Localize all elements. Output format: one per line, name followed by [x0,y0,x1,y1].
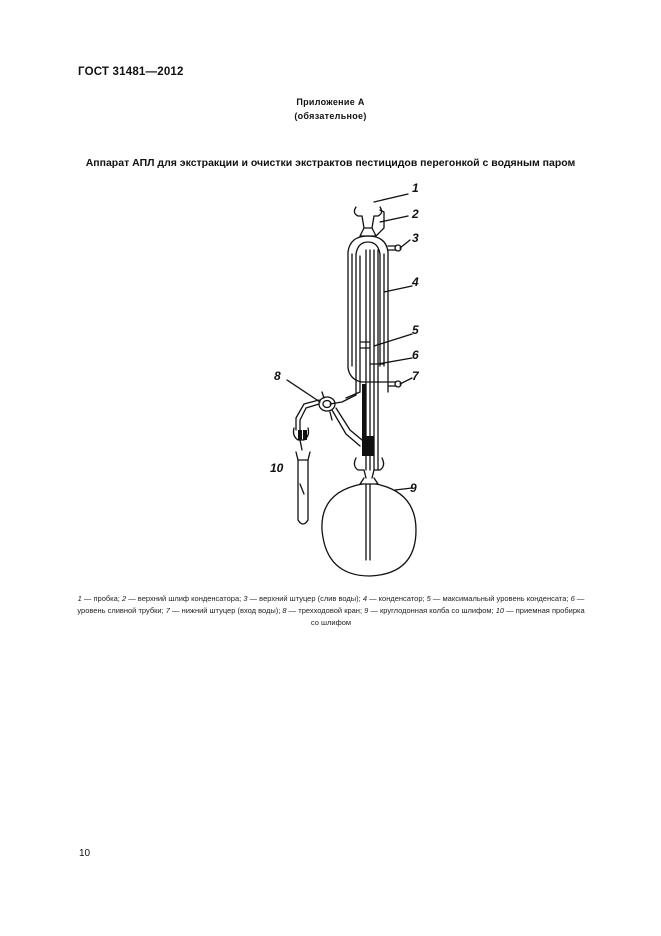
label-8: 8 [274,369,281,383]
caption-item: 6 — уровень сливной трубки; [77,594,585,615]
caption-item: 8 — трехходовой кран; [282,606,365,615]
figure-title: Аппарат АПЛ для экстракции и очистки экстрактов пестицидов перегонкой с водяным паром [85,157,576,169]
upper-joint [360,228,376,236]
condenser-jacket [348,252,388,368]
page-number: 10 [79,848,91,859]
caption-item: 9 — круглодонная колба со шлифом; [364,606,496,615]
label-4: 4 [412,275,419,289]
caption-item: 10 — приемная пробирка со шлифом [310,606,585,627]
caption-item: 7 — нижний штуцер (вход воды); [165,606,283,615]
appendix-subtitle: (обязательное) [294,111,367,121]
apparatus-diagram [260,178,440,583]
caption-item: 5 — максимальный уровень конденсата; [426,594,571,603]
caption-item: 1 — пробка; [77,594,122,603]
label-9: 9 [410,481,417,495]
stopper [354,207,381,228]
document-code: ГОСТ 31481—2012 [78,66,184,78]
caption-item: 2 — верхний шлиф конденсатора; [121,594,244,603]
label-3: 3 [412,231,419,245]
label-10: 10 [270,461,284,475]
figure-caption [76,593,586,629]
label-5: 5 [412,323,419,337]
appendix-title: Приложение А [296,97,365,107]
caption-item: 3 — верхний штуцер (слив воды); [243,594,363,603]
label-6: 6 [412,348,419,362]
caption-item: 4 — конденсатор; [362,594,427,603]
label-1: 1 [412,181,419,195]
appendix-heading [0,95,661,123]
apparatus-figure [260,178,440,583]
condenser-dome [348,236,388,252]
max-level-mark [360,342,370,348]
label-7: 7 [412,369,419,383]
round-bottom-flask [322,484,416,576]
label-2: 2 [412,207,419,221]
